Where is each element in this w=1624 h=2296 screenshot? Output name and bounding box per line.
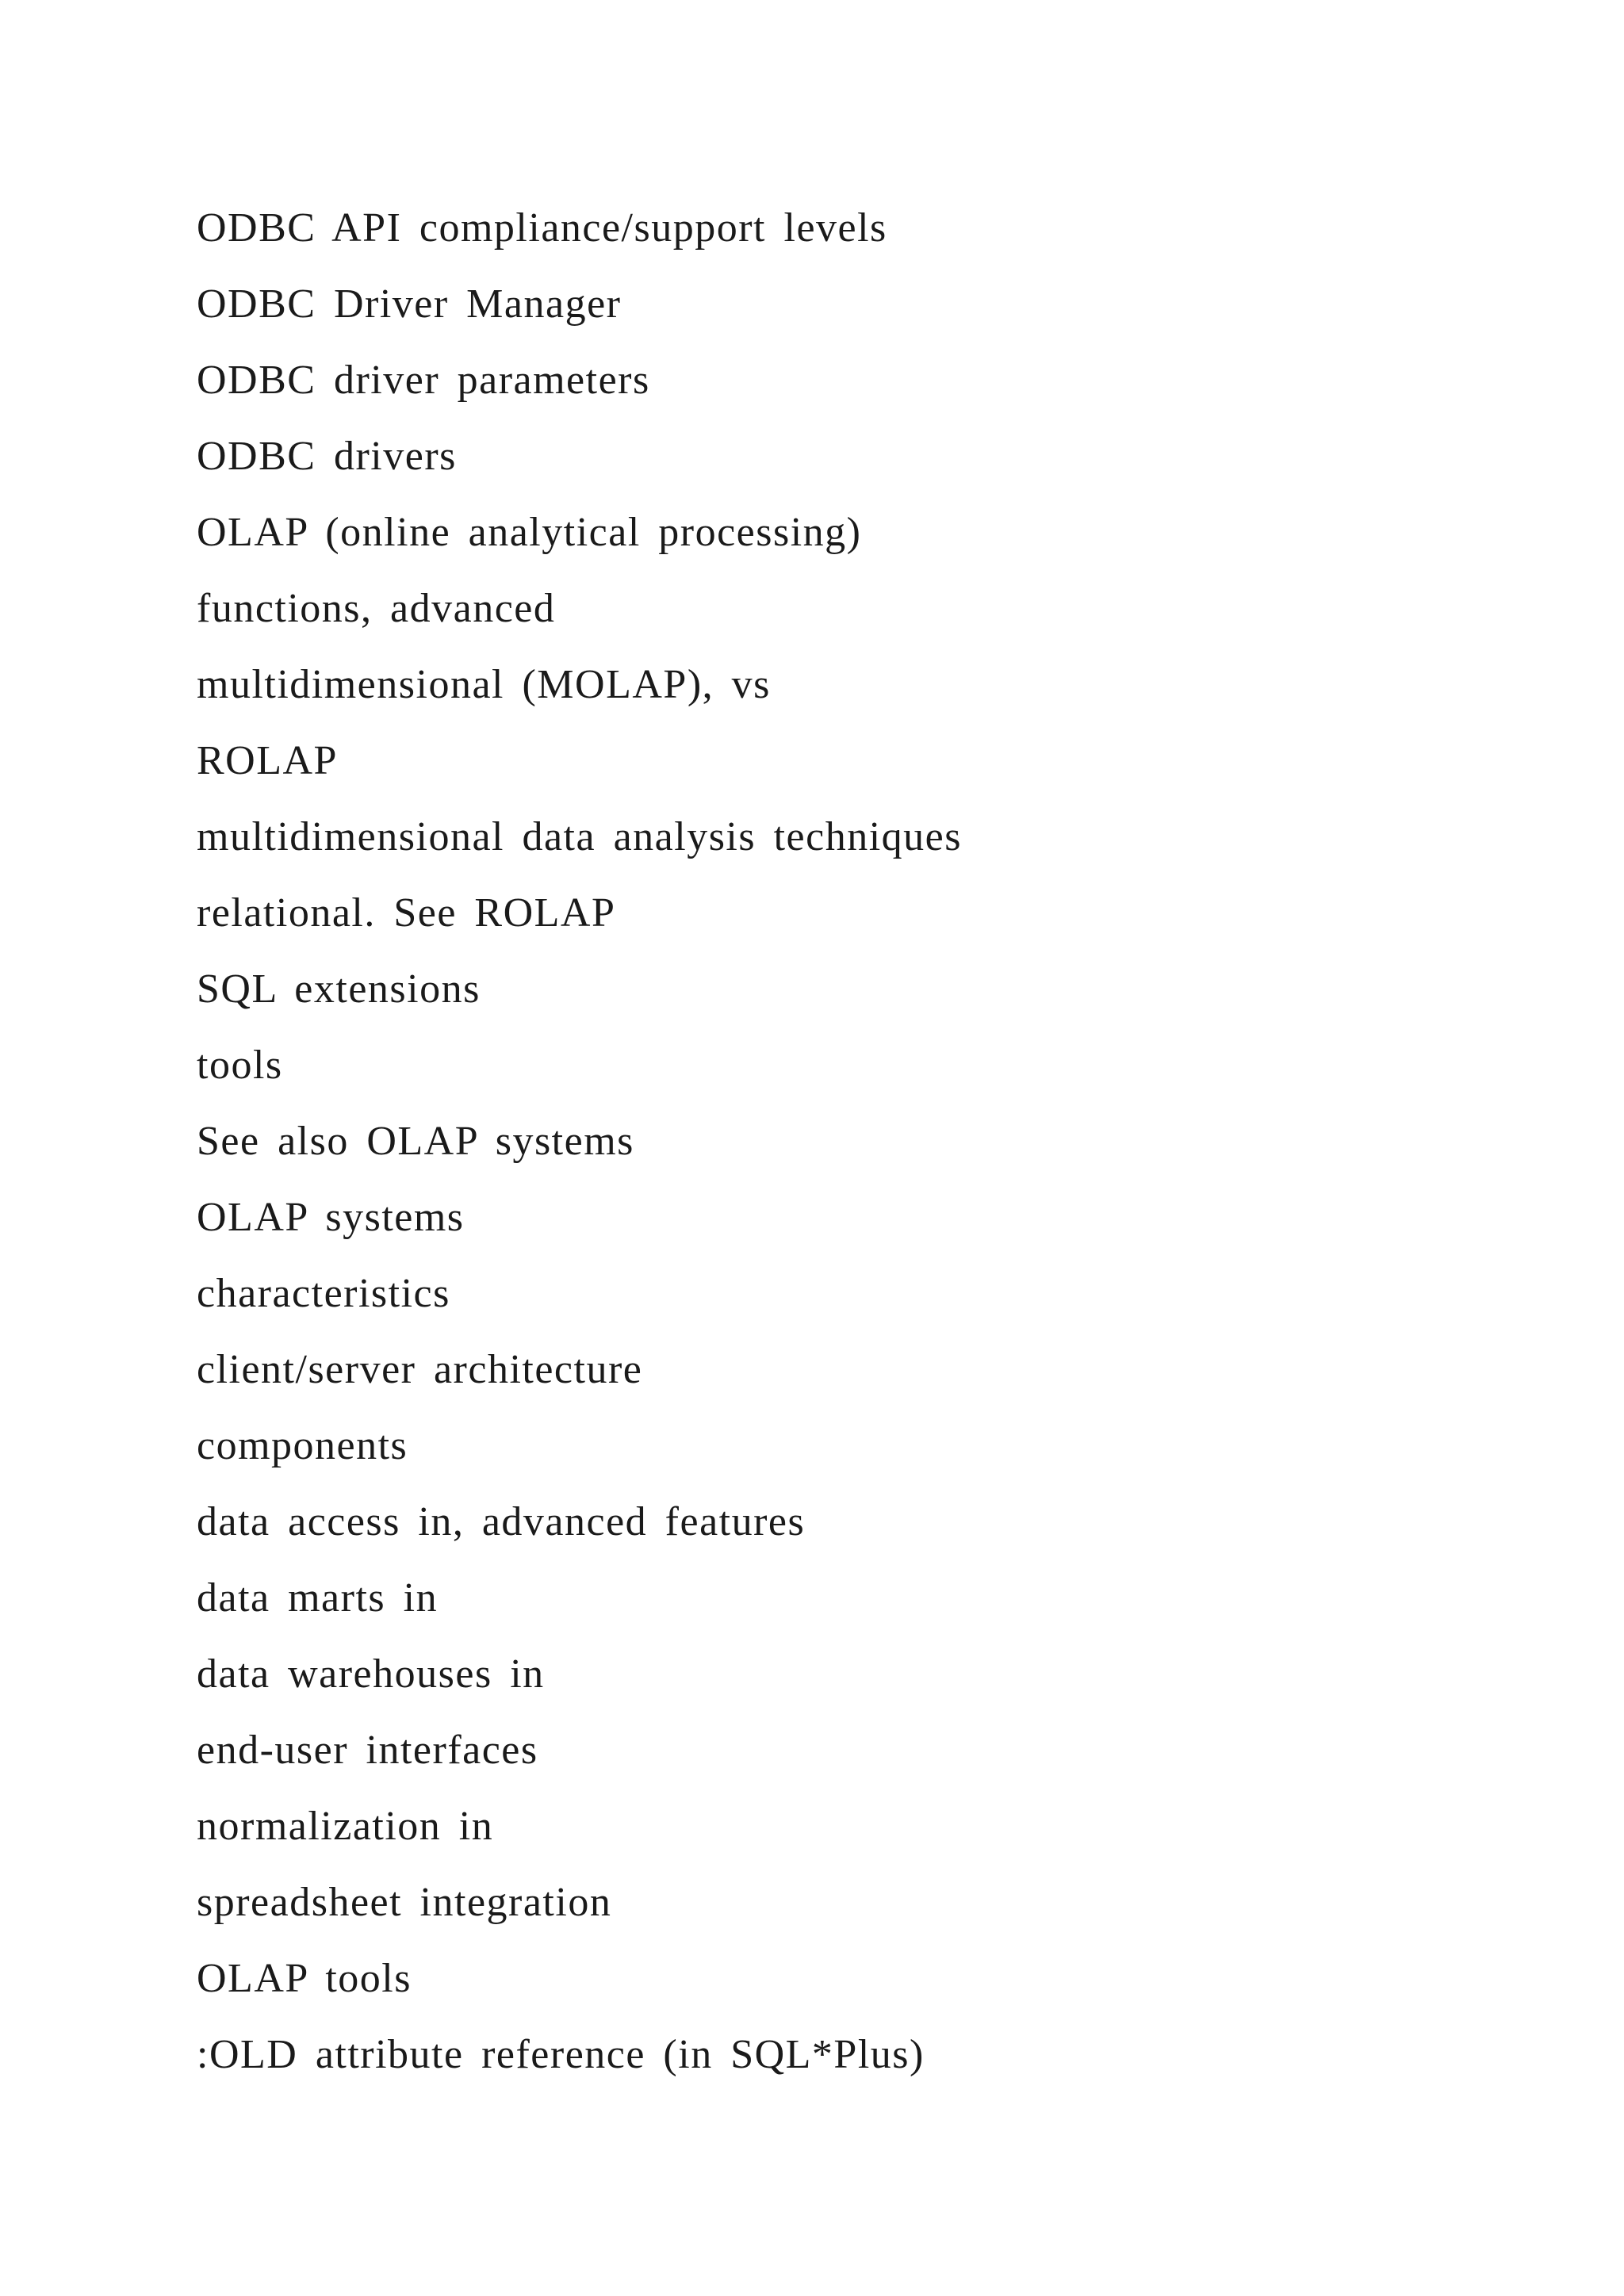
index-entry: multidimensional (MOLAP), vs (197, 662, 771, 707)
index-entry: OLAP systems (197, 1195, 465, 1240)
index-entry: :OLD attribute reference (in SQL*Plus) (197, 2032, 925, 2077)
index-entry: SQL extensions (197, 966, 481, 1012)
index-entry: functions, advanced (197, 586, 556, 631)
index-entry: data marts in (197, 1575, 439, 1621)
index-entry: ODBC Driver Manager (197, 281, 622, 327)
index-entry: OLAP tools (197, 1956, 412, 2001)
index-entry: data warehouses in (197, 1651, 545, 1697)
index-entry: ODBC API compliance/support levels (197, 205, 887, 251)
index-entry: ROLAP (197, 738, 338, 783)
index-entry: multidimensional data analysis techniques (197, 814, 962, 859)
index-entry: ODBC driver parameters (197, 358, 650, 403)
index-entry: components (197, 1423, 408, 1468)
index-entry: data access in, advanced features (197, 1499, 806, 1544)
index-entry: end-user interfaces (197, 1728, 538, 1773)
index-entry: characteristics (197, 1271, 450, 1316)
index-entry: tools (197, 1043, 283, 1088)
index-entry: OLAP (online analytical processing) (197, 510, 862, 555)
index-entry: normalization in (197, 1804, 494, 1849)
index-entry: See also OLAP systems (197, 1119, 634, 1164)
index-entry: relational. See ROLAP (197, 890, 616, 936)
index-entry: client/server architecture (197, 1347, 643, 1392)
index-entry-list (197, 190, 962, 2093)
index-entry: spreadsheet integration (197, 1880, 612, 1925)
index-entry: ODBC drivers (197, 434, 457, 479)
